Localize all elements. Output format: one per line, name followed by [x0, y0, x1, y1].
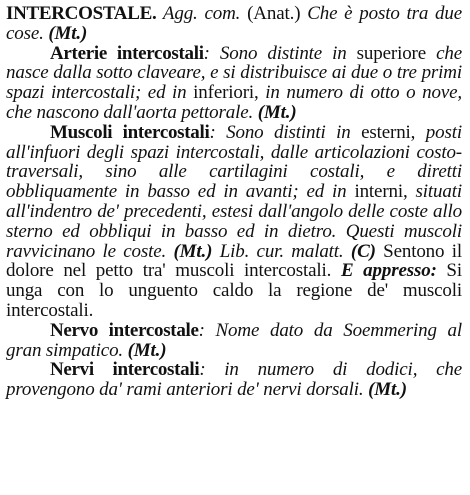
domain-label: (Anat.) [240, 3, 301, 24]
definition-term: inferiori, [186, 82, 266, 104]
grammar-label: Agg. com. [156, 3, 241, 24]
definition-text: : Sono distinti in [209, 121, 351, 143]
definition-text: posti all'infuori degli spazi intercostali, dalle articolazioni costo-traversali, sino alle cartilagini costali, e diretti obbliquamente in basso ed in avanti; ed in [6, 121, 462, 203]
definition-text: Che è posto tra due cose. [6, 3, 463, 44]
entry-nervo-intercostale [6, 321, 462, 361]
entry-nervi-intercostali [6, 360, 462, 400]
definition-term: interni, [346, 181, 416, 203]
subentry-headword: Nervo intercostale [50, 319, 199, 341]
entry-intercostale [6, 4, 462, 44]
subentry-headword: Muscoli intercostali [50, 121, 210, 143]
definition-text: : Nome dato da Soemmering al gran simpatico. [6, 319, 462, 361]
entry-muscoli-intercostali [6, 123, 462, 321]
source-citation: (Mt.) [363, 379, 407, 401]
definition-text: : Sono distinte in [203, 42, 347, 64]
quotation-connector: E appresso: [331, 260, 437, 282]
definition-term: superiore [346, 42, 437, 64]
source-title: Lib. cur. malatt. [212, 240, 344, 262]
quotation-text: Sentono il dolore nel petto tra' muscoli intercostali. [6, 240, 463, 282]
source-marker: (C) [343, 240, 376, 262]
quotation-text: Si unga con lo unguento caldo la regione de' muscoli intercostali. [6, 260, 462, 321]
entry-arterie-intercostali [6, 44, 462, 123]
definition-text: in numero di otto o nove, che nascono dall'aorta pettorale. [6, 82, 463, 123]
definition-text: che nasce dalla sotto claveare, e si distribuisce ai due o tre primi spazi intercostali; ed in [6, 42, 462, 104]
entry-headword: INTERCOSTALE. [6, 3, 157, 24]
subentry-headword: Nervi intercostali [50, 359, 200, 381]
source-citation: (Mt.) [123, 339, 167, 361]
definition-text: : in numero di dodici, che provengono da' rami anteriori de' nervi dorsali. [6, 359, 463, 401]
definition-term: esterni, [350, 121, 426, 143]
subentry-headword: Arterie intercostali [50, 42, 204, 64]
source-citation: (Mt.) [166, 240, 213, 262]
source-citation: (Mt.) [43, 22, 88, 44]
source-citation: (Mt.) [253, 101, 297, 123]
definition-text: situati all'indentro de' precedenti, estesi dall'angolo delle coste allo sterno ed obbliqui in basso ed in dietro. Questi muscoli ravvicinano le coste. [6, 181, 462, 262]
